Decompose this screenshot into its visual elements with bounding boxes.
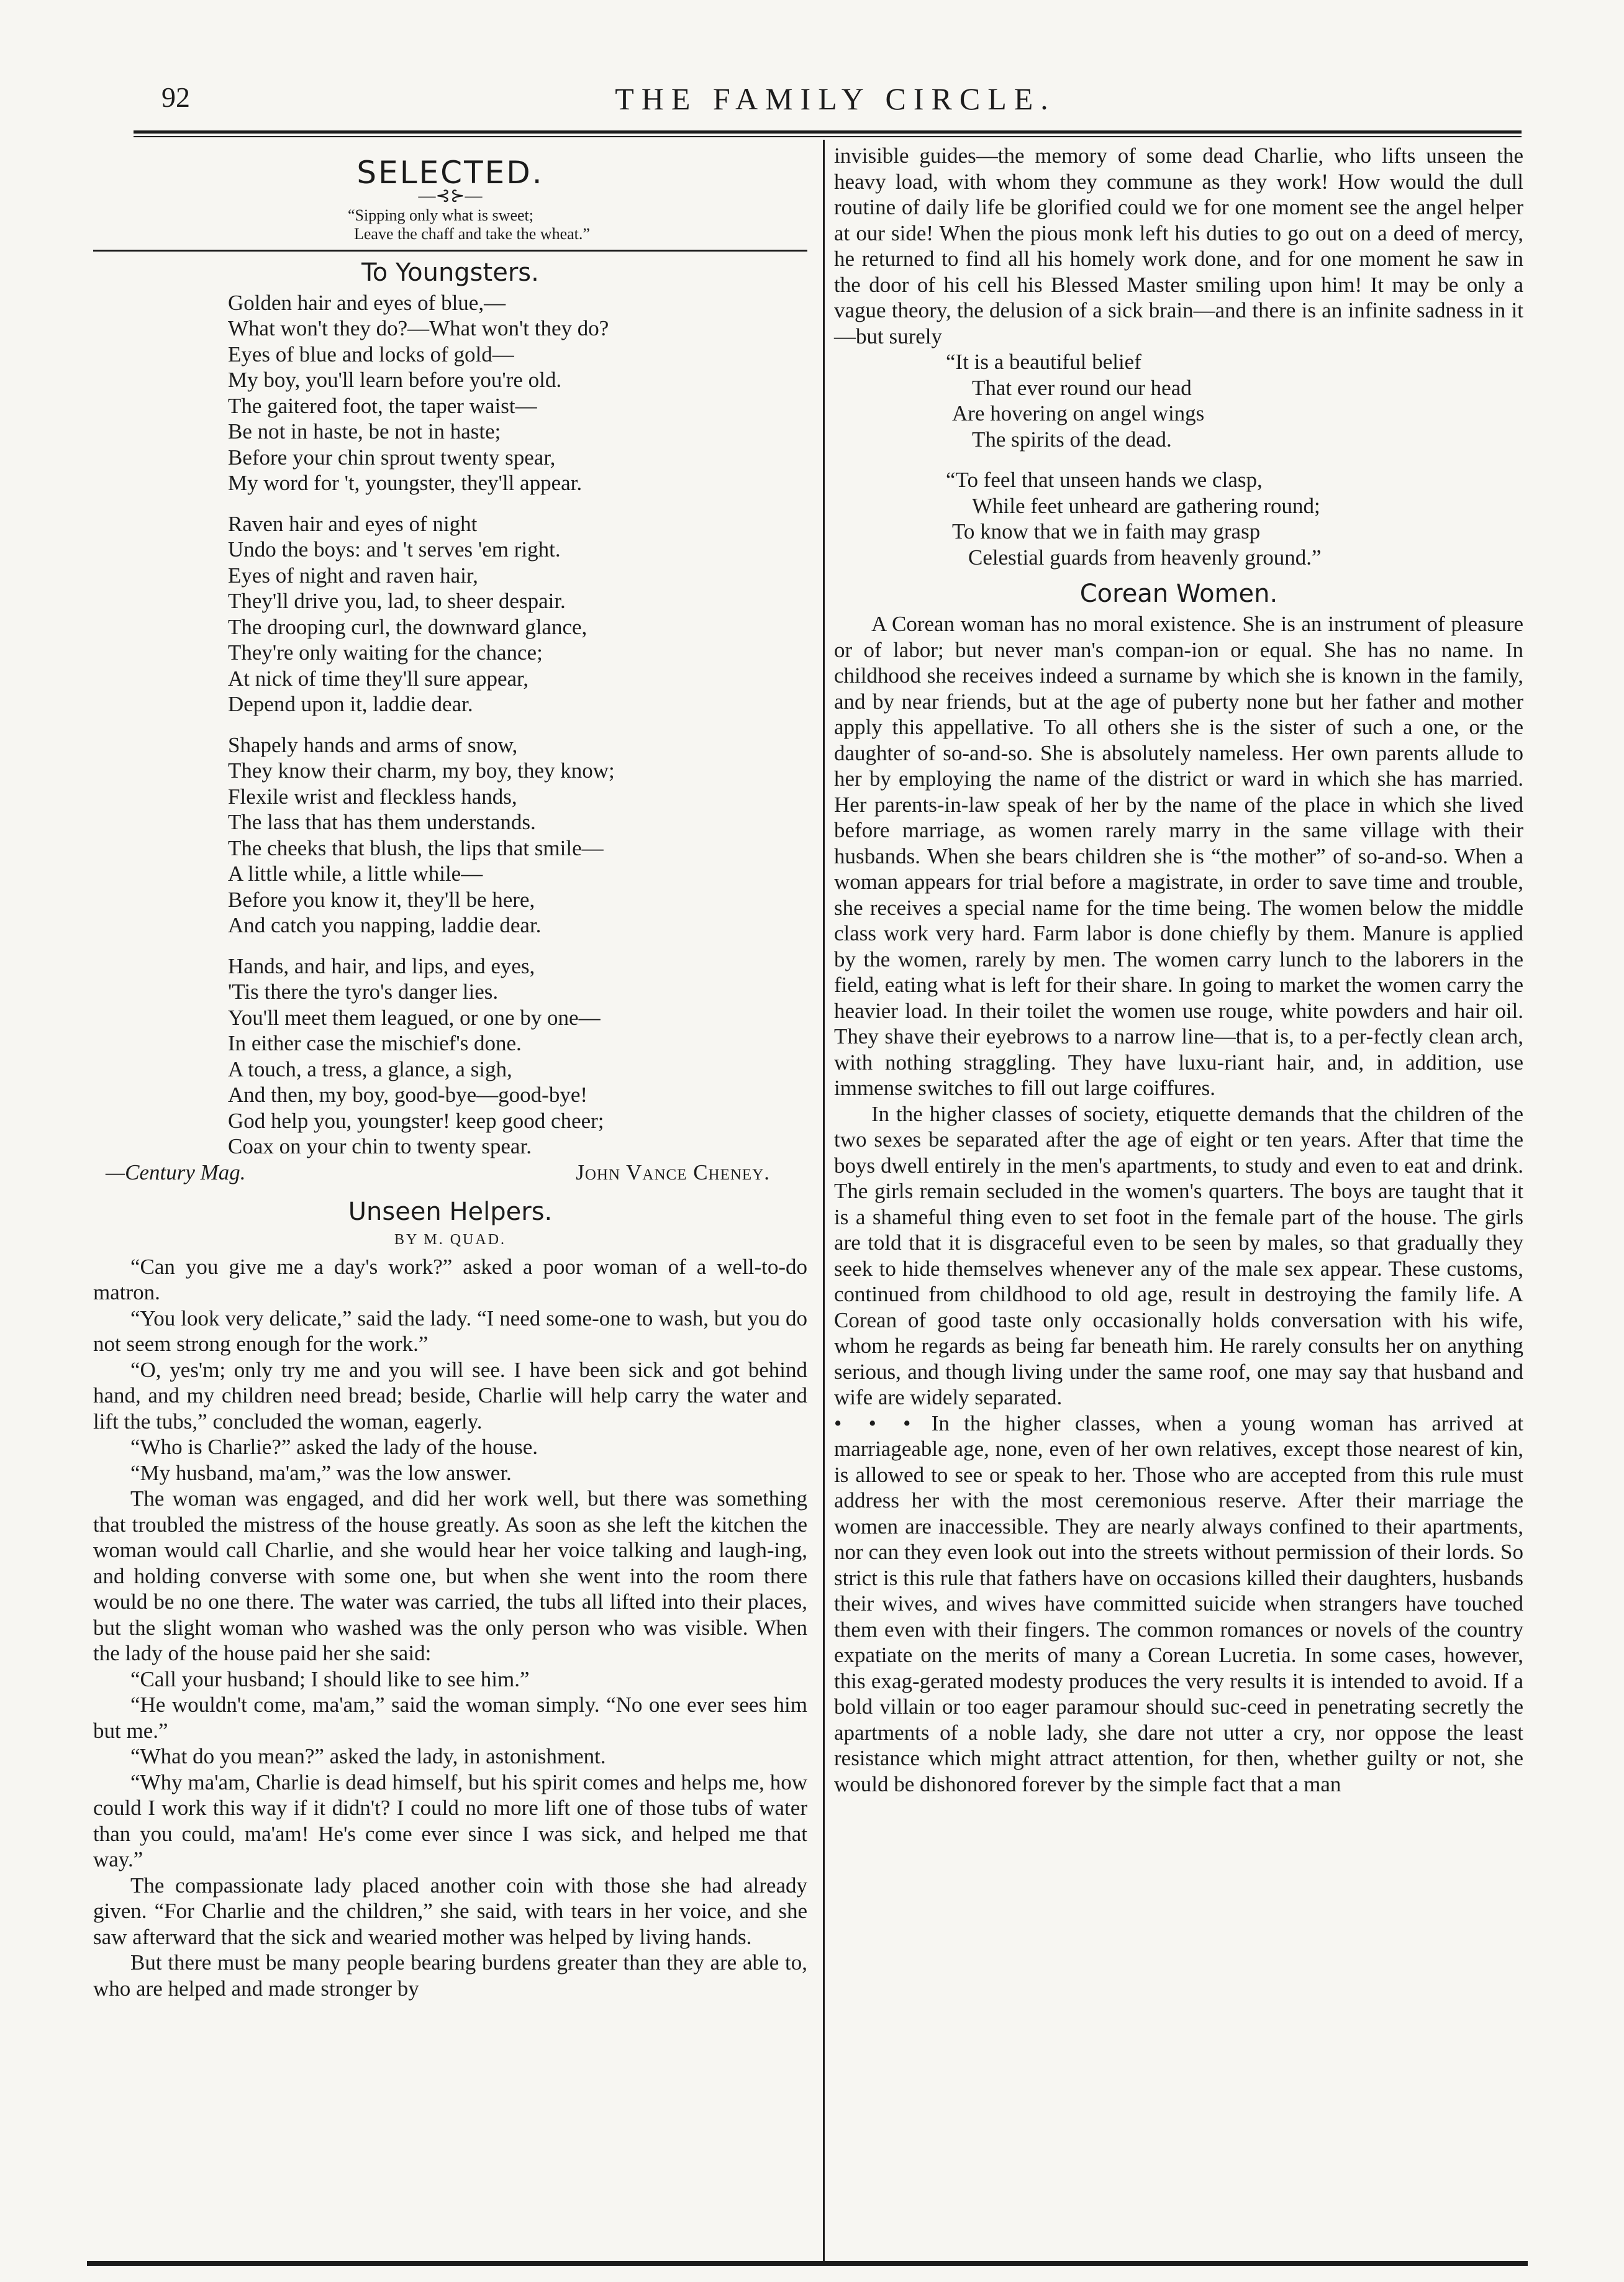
ornament-divider: —⊰⊱— [418, 186, 483, 206]
paragraph-text: In the higher classes, when a young woman has arrived at marriageable age, none, even of her own relatives, except those nearest of kin, is allowed to see or speak to her. Those who are accepted from this rule must address her with the most ceremonious reserve. After their marriage the women are inaccessible. They are nearly always confined to their apartments, nor can they even look out into the streets without permission of their lords. So strict is this rule that fathers have on occasions killed their daughters, husbands their wives, and wives have committed suicide when strangers have touched them even with their fingers. The common romances or novels of the country expatiate on the merits of many a Corean Lucretia. In some cases, however, this exag-gerated modesty produces the very results it is intended to avoid. If a bold villain or too eager paramour should suc-ceed in penetrating secretly the apartments of a noble lady, she dare not utter a cry, nor oppose the least resistance which might attract attention, for then, whether guilty or not, she would be dishonored forever by the simple fact that a man [834, 1411, 1523, 1796]
poem-line: A little while, a little while— [228, 861, 483, 886]
paragraph: In the higher classes of society, etiquette demands that the children of the two sexes be separated after the age of eight or ten years. After that time the boys dwell entirely in the men's apartments, to study and even to eat and drink. The girls remain secluded in the women's quarters. The boys are taught that it is a shameful thing even to set foot in the female part of the house. The girls are told that it is disgraceful even to be seen by males, so that gradually they seek to hide themselves whenever any of the male sex appear. These customs, continued from childhood to old age, result in destroying the family life. A Corean of good taste only occasionally holds conversation with his wife, whom he regards as being far beneath him. He rarely consults her on anything serious, and though living under the same roof, one may say that husband and wife are widely separated. [834, 1101, 1523, 1409]
poem-line: Undo the boys: and 't serves 'em right. [228, 537, 561, 561]
page-number: 92 [161, 81, 190, 113]
paragraph: “Can you give me a day's work?” asked a poor woman of a well-to-do matron. [93, 1254, 807, 1304]
poem-stanza [228, 732, 807, 939]
quoted-verse [946, 349, 1523, 570]
poem-line: Golden hair and eyes of blue,— [228, 290, 506, 315]
poem-line: And then, my boy, good-bye—good-bye! [228, 1083, 588, 1107]
poem-stanza [228, 290, 807, 496]
running-head [143, 81, 1528, 124]
poem-line: Are hovering on angel wings [952, 401, 1205, 425]
poem-stanza [228, 953, 807, 1160]
poem-line: Celestial guards from heavenly ground.” [968, 545, 1322, 570]
paragraph: “Why ma'am, Charlie is dead himself, but his spirit comes and helps me, how could I work this way if it didn't? I could no more lift one of those tubs of water than you could, ma'am! He's come ever since I was sick, and helped me that way.” [93, 1770, 807, 1871]
poem-line: Before you know it, they'll be here, [228, 887, 535, 912]
poem-line: “It is a beautiful belief [946, 350, 1141, 374]
poem-line: They're only waiting for the chance; [228, 640, 543, 665]
column-divider [823, 140, 825, 2264]
paragraph: “What do you mean?” asked the lady, in astonishment. [130, 1744, 606, 1768]
paragraph: But there must be many people bearing burdens greater than they are able to, who are helped and made stronger by [93, 1950, 807, 2001]
article-title-corean-women: Corean Women. [1079, 580, 1278, 608]
poem-line: Coax on your chin to twenty spear. [228, 1134, 532, 1158]
poem-line: In either case the mischief's done. [228, 1031, 522, 1055]
article-title-unseen-helpers: Unseen Helpers. [348, 1197, 553, 1226]
paragraph: “Who is Charlie?” asked the lady of the house. [130, 1435, 538, 1459]
poem-stanza [946, 349, 1523, 452]
poem-line: To know that we in faith may grasp [952, 519, 1261, 543]
poem-line: God help you, youngster! keep good cheer; [228, 1108, 604, 1133]
poem-line: The cheeks that blush, the lips that smile— [228, 835, 604, 860]
article-body-unseen-helpers [93, 1254, 807, 2002]
poem-stanza [228, 511, 807, 717]
poem-line: Eyes of blue and locks of gold— [228, 342, 514, 366]
article-title-youngsters: To Youngsters. [361, 258, 539, 287]
poem-line: A touch, a tress, a glance, a sigh, [228, 1057, 512, 1081]
poem-line: 'Tis there the tyro's danger lies. [228, 980, 499, 1004]
header-rule [134, 130, 1522, 134]
paragraph: “Call your husband; I should like to see him.” [130, 1666, 530, 1691]
poem-line: Before your chin sprout twenty spear, [228, 445, 556, 470]
poem-line: My boy, you'll learn before you're old. [228, 368, 562, 392]
epigraph-line: Leave the chaff and take the wheat.” [354, 224, 590, 243]
epigraph-line: “Sipping only what is sweet; [348, 206, 533, 224]
poem-line: The spirits of the dead. [972, 427, 1172, 452]
poem-line: At nick of time they'll sure appear, [228, 666, 529, 691]
poem-line: Hands, and hair, and lips, and eyes, [228, 953, 535, 978]
poem-line: That ever round our head [972, 375, 1192, 400]
footer-rule [87, 2261, 1528, 2266]
right-column [834, 143, 1523, 1797]
poem-line: What won't they do?—What won't they do? [228, 316, 609, 340]
poem-line: And catch you napping, laddie dear. [228, 913, 542, 937]
poem-line: They'll drive you, lad, to sheer despair. [228, 589, 566, 613]
poem-to-youngsters [228, 290, 807, 1160]
section-rule [93, 250, 807, 252]
poem-line: My word for 't, youngster, they'll appear. [228, 471, 583, 495]
epigraph [143, 206, 807, 243]
paragraph: The woman was engaged, and did her work well, but there was something that troubled the mistress of the house greatly. As soon as she left the kitchen the woman would call Charlie, and she would hear her voice talking and laugh-ing, and holding converse with some one, but when she went into the room there would be no one there. The water was carried, the tubs all lifted into their places, but the slight woman who washed was the only person who was visible. When the lady of the house paid her she said: [93, 1486, 807, 1665]
poem-line: Depend upon it, laddie dear. [228, 692, 473, 716]
paragraph-continuation: invisible guides—the memory of some dead Charlie, who lifts unseen the heavy load, with whom they commune as they work! How would the dull routine of daily life be glorified could we for one moment see the angel helper at our side! When the pious monk left his duties to go out on a deed of mercy, he returned to find all his homely work done, and for one moment he saw in the door of his cell his Blessed Master smiling upon him! It may be only a vague theory, the delusion of a sick brain—and there is an infinite sadness in it—but surely [834, 143, 1523, 348]
poem-line: Shapely hands and arms of snow, [228, 732, 518, 757]
byline: BY M. QUAD. [394, 1231, 507, 1248]
paragraph: A Corean woman has no moral existence. She is an instrument of pleasure or of labor; but never man's compan-ion or equal. She has no name. In childhood she receives indeed a surname by which she is known in the family, and by near friends, but at the age of puberty none but her father and mother apply this appellative. To all others she is the sister of such a one, or the daughter of so-and-so. She is absolutely nameless. Her own parents allude to her by employing the name of the district or ward in which she has married. Her parents-in-law speak of her by the name of the place in which she lived before marriage, as women rarely marry in the same village with their husbands. When she bears children she is “the mother” of so-and-so. When a woman appears for trial before a magistrate, in order to save time and trouble, she receives a special name for the time being. The women below the middle class work very hard. Farm labor is done chiefly by them. Manure is applied by the women, rarely by men. The women carry lunch to the laborers in the field, eating what is left for their share. In going to market the women carry the heavier load. In their toilet the women use rouge, white powders and hair oil. They shave their eyebrows to a narrow line—that is, to a per-fectly clean arch, with nothing straggling. They have luxu-riant hair, and, in addition, use immense switches to fill out large coiffures. [834, 612, 1523, 1100]
poem-line: Be not in haste, be not in haste; [228, 419, 501, 443]
attribution-source: —Century Mag. [106, 1160, 246, 1184]
paragraph: “He wouldn't come, ma'am,” said the woman simply. “No one ever sees him but me.” [93, 1693, 807, 1743]
article-body-corean-women [834, 611, 1523, 1797]
paragraph [834, 1411, 1523, 1798]
poem-line: They know their charm, my boy, they know; [228, 758, 615, 783]
poem-line: You'll meet them leagued, or one by one— [228, 1005, 601, 1030]
poem-line: “To feel that unseen hands we clasp, [946, 468, 1263, 492]
poem-line: Flexile wrist and fleckless hands, [228, 784, 517, 809]
poem-stanza [946, 467, 1523, 570]
poem-line: Eyes of night and raven hair, [228, 563, 478, 588]
poem-line: While feet unheard are gathering round; [972, 493, 1320, 518]
section-heading-selected: SELECTED. [356, 155, 544, 191]
journal-title: THE FAMILY CIRCLE. [615, 81, 1056, 116]
poem-line: Raven hair and eyes of night [228, 511, 478, 536]
paragraph: The compassionate lady placed another coin with those she had already given. “For Charlie and the children,” she said, with tears in her voice, and she saw afterward that the sick and wearied mother was helped by living hands. [93, 1873, 807, 1949]
left-column [93, 143, 807, 2001]
poem-attribution [93, 1160, 807, 1186]
poem-line: The lass that has them understands. [228, 810, 536, 834]
poem-line: The drooping curl, the downward glance, [228, 614, 587, 639]
paragraph: “You look very delicate,” said the lady. “I need some-one to wash, but you do not seem strong enough for the work.” [93, 1306, 807, 1356]
paragraph: “O, yes'm; only try me and you will see. I have been sick and got behind hand, and my children need bread; beside, Charlie will help carry the water and lift the tubs,” concluded the woman, eagerly. [93, 1357, 807, 1434]
attribution-author: John Vance Cheney. [576, 1160, 770, 1184]
poem-line: The gaitered foot, the taper waist— [228, 393, 537, 418]
ellipsis-dots: • • • [834, 1411, 917, 1435]
header-rule-thin [134, 136, 1522, 137]
paragraph: “My husband, ma'am,” was the low answer. [130, 1460, 512, 1485]
